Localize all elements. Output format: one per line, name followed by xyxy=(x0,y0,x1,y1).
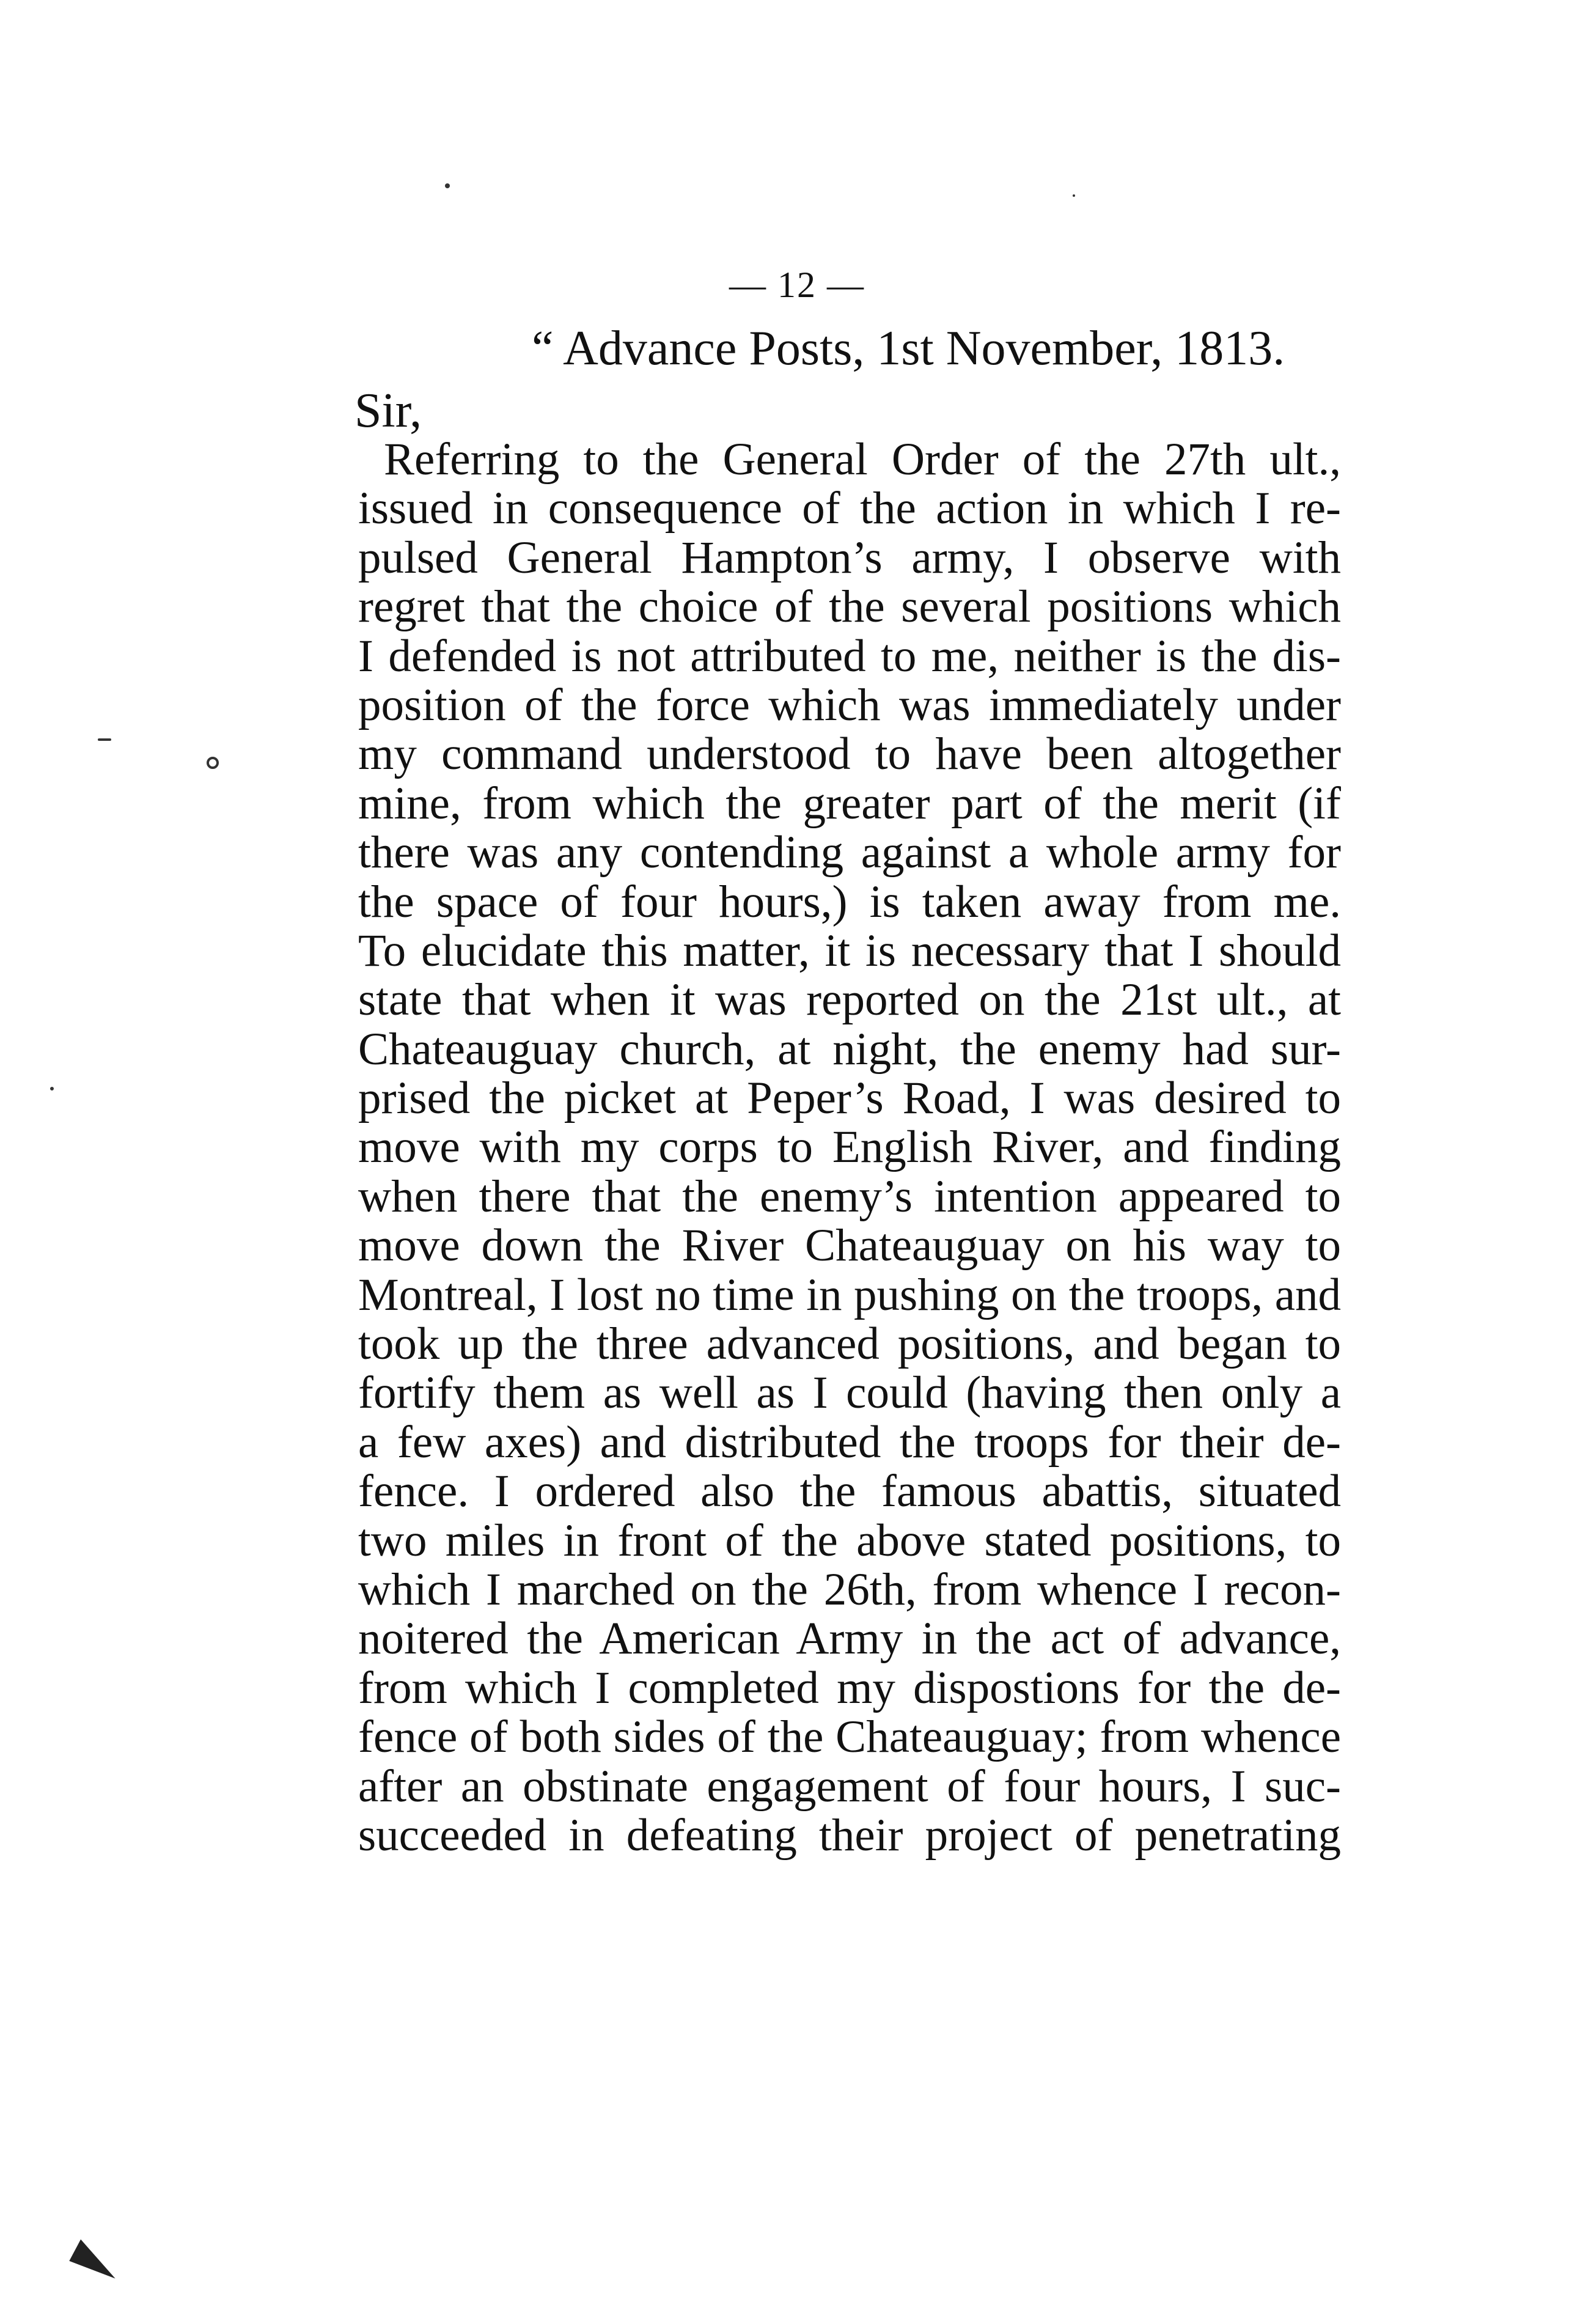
scan-speck xyxy=(50,1087,54,1090)
text-line: succeeded in defeating their project of penetrating xyxy=(358,1811,1341,1861)
salutation: Sir, xyxy=(354,384,422,438)
text-line: fortify them as well as I could (having then only a xyxy=(358,1369,1341,1418)
text-line: a few axes) and distributed the troops for their de- xyxy=(358,1418,1341,1468)
text-line: issued in consequence of the action in which I re- xyxy=(358,484,1341,534)
text-line: took up the three advanced positions, and began to xyxy=(358,1320,1341,1369)
text-line: there was any contending against a whole army for xyxy=(358,828,1341,878)
scan-speck xyxy=(98,738,111,741)
text-line: regret that the choice of the several positions which xyxy=(358,583,1341,632)
text-line: pulsed General Hampton’s army, I observe with xyxy=(358,533,1341,583)
text-line: state that when it was reported on the 21st ult., at xyxy=(358,976,1341,1025)
text-line: prised the picket at Peper’s Road, I was desired to xyxy=(358,1074,1341,1123)
text-line: To elucidate this matter, it is necessary that I should xyxy=(358,926,1341,976)
text-line: Chateauguay church, at night, the enemy had sur- xyxy=(358,1024,1341,1075)
text-line: mine, from which the greater part of the merit (if xyxy=(358,779,1341,829)
text-line: position of the force which was immediately under xyxy=(358,680,1341,730)
scan-speck xyxy=(445,183,450,188)
dateline: “ Advance Posts, 1st November, 1813. xyxy=(532,322,1285,375)
corner-mark xyxy=(69,2240,123,2284)
text-line: move with my corps to English River, and finding xyxy=(358,1123,1341,1172)
text-line: my command understood to have been altogether xyxy=(358,730,1341,779)
text-line: fence of both sides of the Chateauguay; from whence xyxy=(358,1713,1341,1762)
text-line: I defended is not attributed to me, neither is the dis- xyxy=(358,631,1341,681)
text-line: Referring to the General Order of the 27th ult., xyxy=(384,435,1341,485)
letter-body xyxy=(358,435,1341,1860)
text-line: when there that the enemy’s intention appeared to xyxy=(358,1172,1341,1222)
text-line: from which I completed my dispostions for the de- xyxy=(358,1663,1341,1713)
text-line: the space of four hours,) is taken away from me. xyxy=(358,877,1341,927)
page-number: — 12 — xyxy=(729,265,865,305)
text-line: which I marched on the 26th, from whence I recon- xyxy=(358,1565,1341,1615)
scan-speck xyxy=(1073,194,1075,197)
text-line: move down the River Chateauguay on his way to xyxy=(358,1221,1341,1271)
text-line: noitered the American Army in the act of advance, xyxy=(358,1614,1341,1664)
text-line: after an obstinate engagement of four hours, I suc- xyxy=(358,1762,1341,1811)
text-line: fence. I ordered also the famous abattis, situated xyxy=(358,1467,1341,1517)
scan-speck xyxy=(207,757,219,769)
text-line: two miles in front of the above stated positions, to xyxy=(358,1516,1341,1565)
text-line: Montreal, I lost no time in pushing on the troops, and xyxy=(358,1270,1341,1320)
